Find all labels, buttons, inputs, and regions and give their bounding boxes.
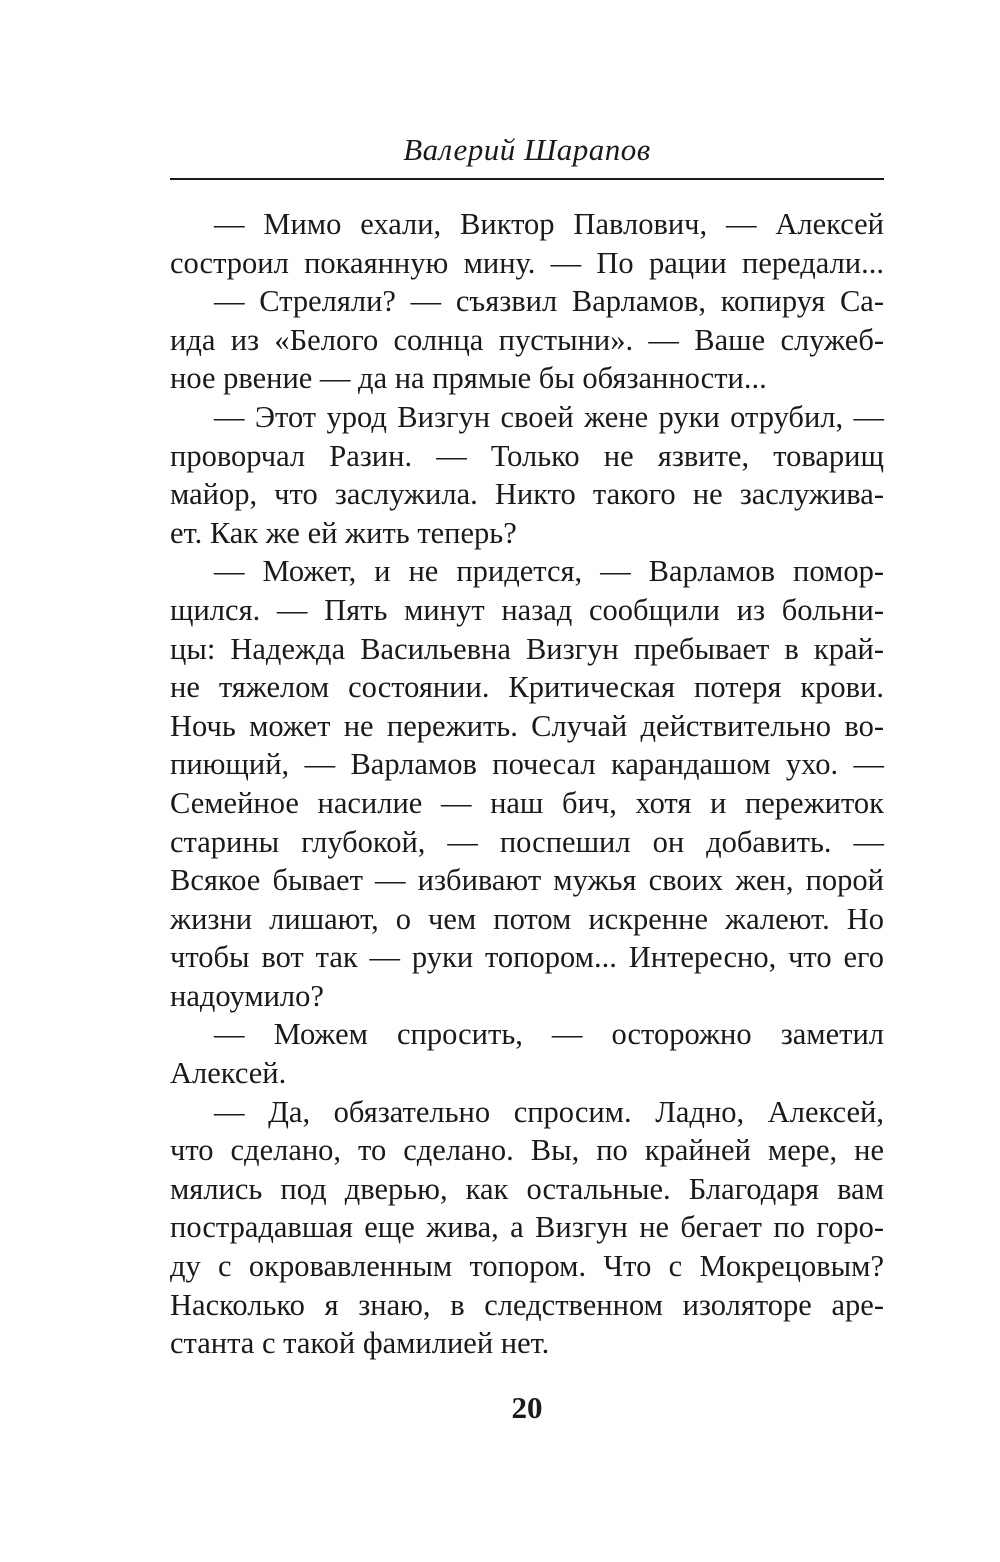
header-rule <box>170 178 884 180</box>
text-line: — Можем спросить, — осторожно заметил <box>214 1017 884 1052</box>
body-text <box>170 205 884 1363</box>
text-line: станта с такой фамилией нет. <box>170 1326 550 1361</box>
text-line: Алексей. <box>170 1056 287 1091</box>
text-line: — Мимо ехали, Виктор Павлович, — Алексей <box>214 207 884 241</box>
text-line: — Может, и не придется, — Варламов помор- <box>214 554 884 589</box>
text-line: Ночь может не пережить. Случай действительно во- <box>170 708 884 743</box>
text-line: чтобы вот так — руки топором... Интересно, что его <box>170 940 884 975</box>
text-line: Всякое бывает — избивают мужья своих жен, порой <box>170 863 884 898</box>
text-line: пострадавшая еще жива, а Визгун не бегает по горо- <box>170 1210 884 1245</box>
text-line: что сделано, то сделано. Вы, по крайней мере, не <box>170 1133 884 1168</box>
text-line: мялись под дверью, как остальные. Благодаря вам <box>170 1171 884 1206</box>
text-line: проворчал Разин. — Только не язвите, товарищ <box>170 438 884 473</box>
text-line: ное рвение — да на прямые бы обязанности... <box>170 361 767 396</box>
text-line: надоумило? <box>170 978 324 1013</box>
text-line: — Да, обязательно спросим. Ладно, Алексей, <box>214 1094 884 1129</box>
text-line: Семейное насилие — наш бич, хотя и пережиток <box>170 785 884 820</box>
running-head-author: Валерий Шарапов <box>403 132 651 167</box>
page-number: 20 <box>511 1390 543 1425</box>
text-line: ет. Как же ей жить теперь? <box>170 515 517 550</box>
text-line: старины глубокой, — поспешил он добавить. — <box>170 824 884 859</box>
text-line: — Этот урод Визгун своей жене руки отрубил, — <box>214 399 884 434</box>
text-line: пиющий, — Варламов почесал карандашом ухо. — <box>170 747 884 782</box>
text-line: ду с окровавленным топором. Что с Мокрецовым? <box>170 1249 884 1284</box>
text-line: Насколько я знаю, в следственном изоляторе аре- <box>170 1287 884 1322</box>
text-line: не тяжелом состоянии. Критическая потеря крови. <box>170 670 884 705</box>
text-line: ида из «Белого солнца пустыни». — Ваше служеб- <box>170 322 884 357</box>
text-line: щился. — Пять минут назад сообщили из больни- <box>170 592 884 627</box>
text-line: — Стреляли? — съязвил Варламов, копируя Са- <box>214 284 884 319</box>
text-line: жизни лишают, о чем потом искренне жалеют. Но <box>170 901 884 936</box>
text-line: цы: Надежда Васильевна Визгун пребывает в край- <box>170 631 884 666</box>
text-line: майор, что заслужила. Никто такого не заслужива- <box>170 477 884 512</box>
text-line: состроил покаянную мину. — По рации передали... <box>170 245 884 280</box>
